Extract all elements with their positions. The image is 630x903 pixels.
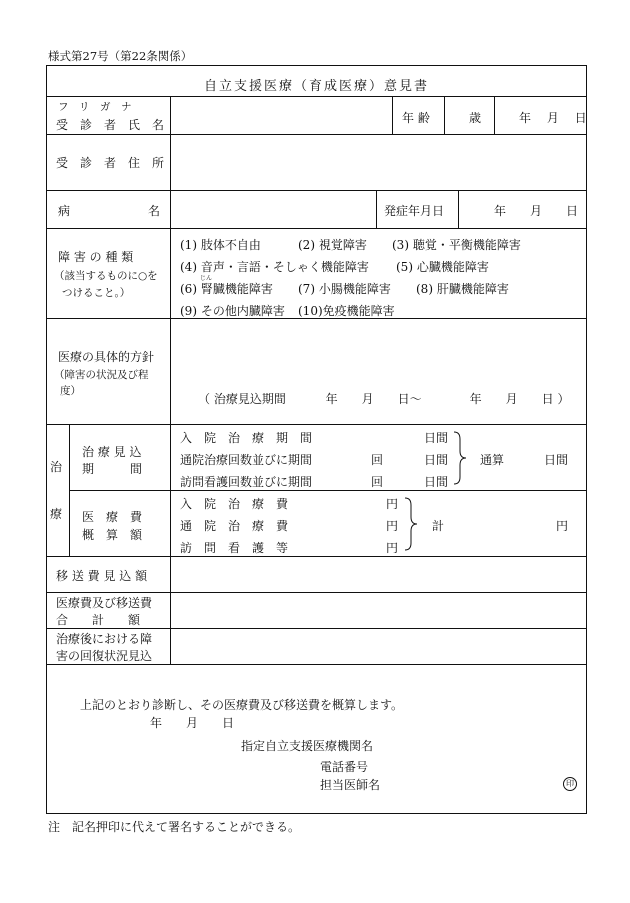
- disability-option: (3) 聴覚・平衡機能障害: [392, 238, 521, 252]
- inpatient-cost-label: 入 院 治 療 費: [180, 497, 289, 511]
- times-unit: 回: [371, 453, 384, 467]
- total-period-label: 通算: [480, 453, 505, 467]
- disability-option: (8) 肝臓機能障害: [416, 282, 509, 296]
- combined-cost-label: 医療費及び移送費: [56, 596, 153, 610]
- recovery-outlook-label: 治療後における障: [56, 632, 153, 646]
- declaration-text: 上記のとおり診断し、その医療費及び移送費を概算します。: [80, 698, 404, 712]
- treatment-side-label: 療: [50, 507, 63, 521]
- disability-option: (4) 音声・言語・そしゃく機能障害: [180, 260, 369, 274]
- yen-unit: 円: [386, 519, 399, 533]
- treatment-policy-note: 度）: [60, 385, 81, 397]
- days-unit: 日間: [544, 453, 569, 467]
- furigana-label: フ リ ガ ナ: [58, 101, 132, 113]
- seal-mark-icon: 印: [563, 777, 577, 791]
- yen-unit: 円: [556, 519, 569, 533]
- age-label: 年 齢: [402, 111, 430, 125]
- row-divider: [46, 556, 587, 557]
- yen-unit: 円: [386, 497, 399, 511]
- disability-type-note: （該当するものに○を: [54, 270, 158, 282]
- disability-option: (10)免疫機能障害: [298, 304, 395, 318]
- expected-period-label: 治 療 見 込: [82, 445, 142, 459]
- row-divider: [46, 190, 587, 191]
- label-column-divider: [170, 96, 171, 664]
- onset-label: 発症年月日: [384, 204, 445, 218]
- patient-name-label: 受 診 者 氏 名: [56, 118, 165, 132]
- age-divider: [444, 96, 445, 134]
- times-unit: 回: [371, 475, 384, 489]
- birth-date: 年 月 日: [519, 111, 587, 125]
- disability-option: (1) 肢体不自由: [180, 238, 261, 252]
- disability-option: (2) 視覚障害: [298, 238, 367, 252]
- row-divider: [46, 228, 587, 229]
- row-divider: [69, 490, 587, 491]
- days-unit: 日間: [424, 431, 449, 445]
- cost-estimate-label: 概 算 額: [82, 528, 143, 542]
- row-divider: [46, 424, 587, 425]
- declaration-date: 年 月 日: [150, 716, 235, 730]
- disease-label-part: 名: [148, 204, 161, 218]
- age-divider: [494, 96, 495, 134]
- row-divider: [46, 664, 587, 665]
- disability-option: (5) 心臓機能障害: [396, 260, 489, 274]
- home-nursing-period-label: 訪問看護回数並びに期間: [180, 475, 313, 489]
- onset-divider: [376, 190, 377, 228]
- disability-option: (9) その他内臓障害: [180, 304, 285, 318]
- address-label: 受 診 者 住 所: [56, 156, 165, 170]
- cost-estimate-label: 医 療 費: [82, 510, 143, 524]
- age-divider: [392, 96, 393, 134]
- treatment-policy-label: 医療の具体的方針: [58, 350, 155, 364]
- combined-cost-label: 合 計 額: [56, 613, 141, 627]
- phone-label: 電話番号: [320, 760, 369, 774]
- doctor-label: 担当医師名: [320, 778, 381, 792]
- days-unit: 日間: [424, 475, 449, 489]
- treatment-policy-note: （障害の状況及び程: [54, 369, 149, 381]
- transport-cost-label: 移 送 費 見 込 額: [56, 569, 148, 583]
- outpatient-cost-label: 通 院 治 療 費: [180, 519, 289, 533]
- onset-divider: [458, 190, 459, 228]
- sum-label: 計: [432, 519, 445, 533]
- disability-option: (6) 腎臓機能障害: [180, 282, 273, 296]
- disability-option: (7) 小腸機能障害: [298, 282, 391, 296]
- inpatient-period-label: 入 院 治 療 期 間: [180, 431, 313, 445]
- row-divider: [46, 134, 587, 135]
- disability-ruby: じん: [200, 275, 213, 282]
- disease-label-part: 病: [58, 204, 71, 218]
- row-divider: [46, 96, 587, 97]
- treatment-column-divider: [69, 424, 70, 556]
- recovery-outlook-label: 害の回復状況見込: [56, 649, 153, 663]
- footnote: 注 記名押印に代えて署名することができる。: [48, 820, 301, 834]
- treatment-period: （ 治療見込期間 年 月 日～ 年 月 日 ）: [198, 392, 570, 406]
- row-divider: [46, 628, 587, 629]
- days-unit: 日間: [424, 453, 449, 467]
- outpatient-period-label: 通院治療回数並びに期間: [180, 453, 313, 467]
- yen-unit: 円: [386, 541, 399, 555]
- treatment-side-label: 治: [50, 460, 63, 474]
- disability-type-label: 障 害 の 種 類: [58, 250, 134, 264]
- disability-type-note: つけること。）: [62, 287, 131, 299]
- age-unit: 歳: [469, 111, 482, 125]
- row-divider: [46, 592, 587, 593]
- form-reference: 様式第27号（第22条関係）: [48, 49, 193, 63]
- home-nursing-cost-label: 訪 問 看 護 等: [180, 541, 289, 555]
- onset-date: 年 月 日: [494, 204, 579, 218]
- curly-brace-icon: [404, 497, 418, 551]
- expected-period-label: 期 間: [82, 462, 143, 476]
- curly-brace-icon: [453, 431, 467, 485]
- institution-label: 指定自立支援医療機関名: [241, 739, 374, 753]
- form-title: 自立支援医療（育成医療）意見書: [203, 79, 429, 94]
